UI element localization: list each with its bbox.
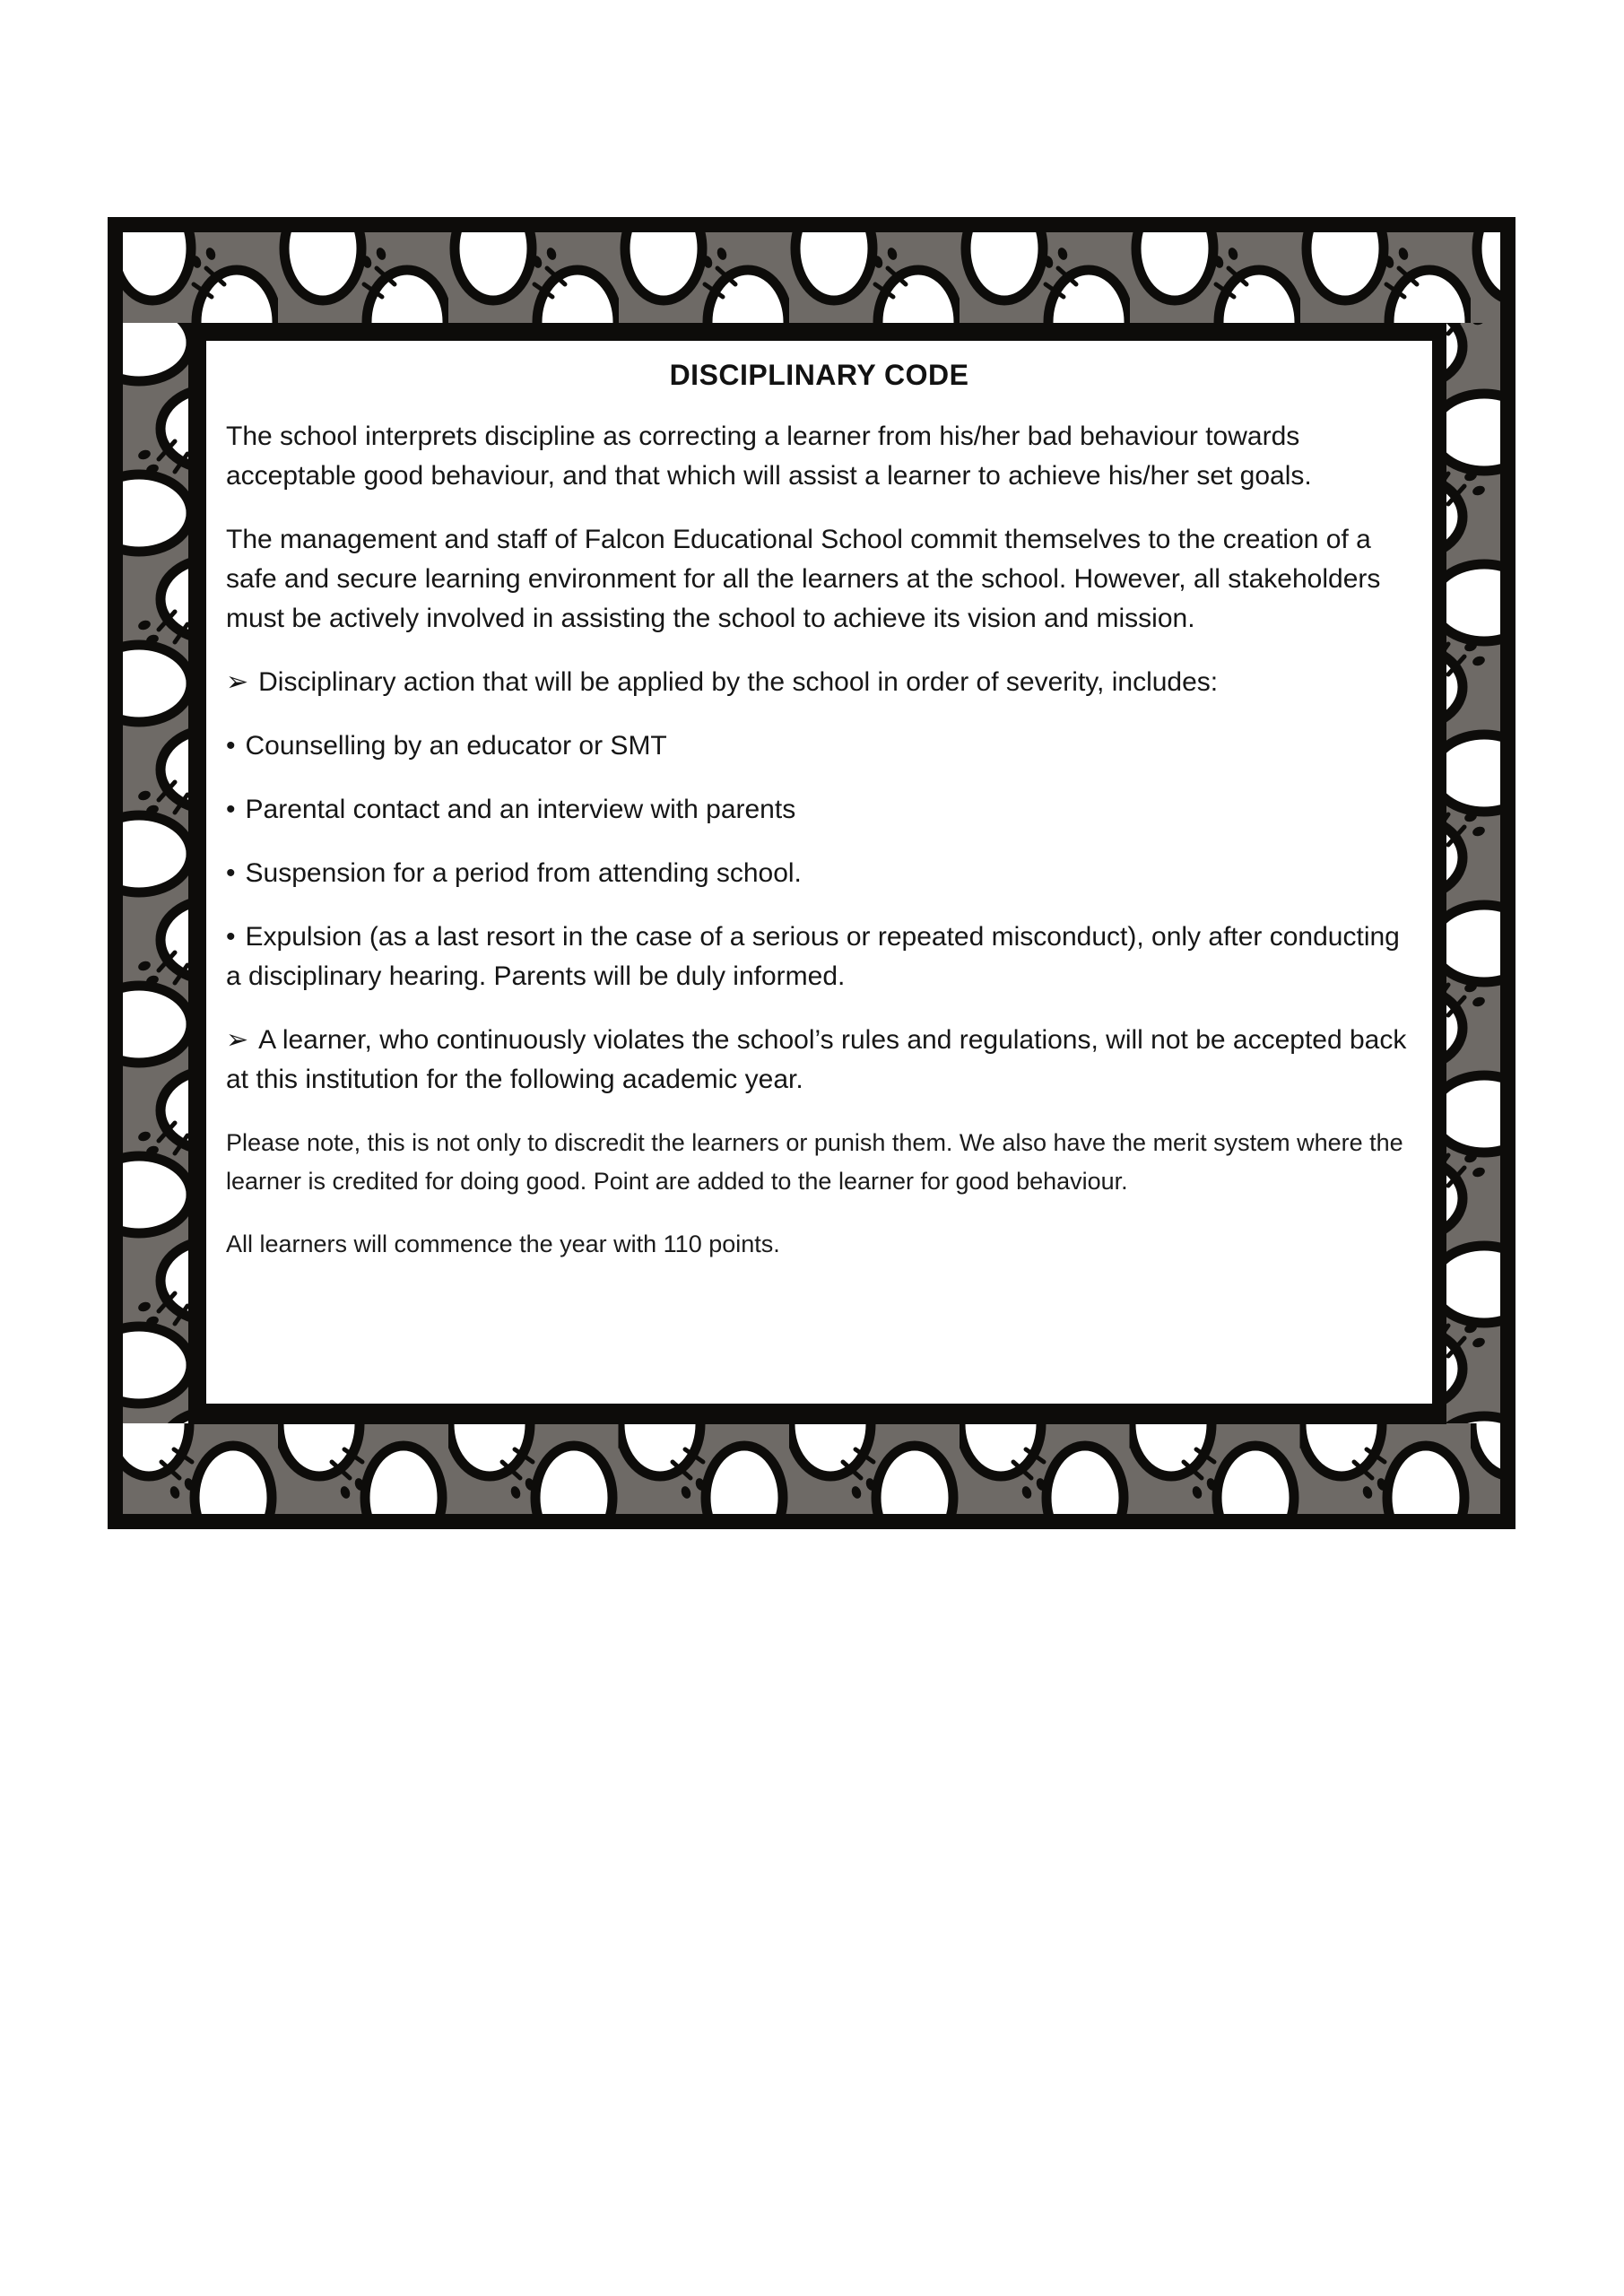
right-pattern-band — [1446, 232, 1500, 1514]
paragraph-text: Expulsion (as a last resort in the case of a serious or repeated misconduct), only after conducting a disciplinary hearing. Parents will be duly informed. — [226, 922, 1400, 991]
top-pattern-band — [123, 232, 1500, 323]
bullet-item-parental-contact — [226, 790, 1412, 830]
paragraph-text: A learner, who continuously violates the school’s rules and regulations, will not be accepted back at this institution for the following academic year. — [226, 1025, 1407, 1094]
left-pattern-band — [123, 232, 188, 1514]
bullet-icon: • — [226, 795, 236, 824]
note-merit-system — [226, 1124, 1412, 1201]
paragraph-text: The school interprets discipline as correcting a learner from his/her bad behaviour towards acceptable good behaviour, and that which will assist a learner to achieve his/her set goals. — [226, 422, 1312, 491]
note-starting-points — [226, 1225, 1412, 1264]
disciplinary-code-panel — [206, 341, 1432, 1404]
page-title: DISCIPLINARY CODE — [669, 359, 969, 391]
bullet-item-suspension — [226, 854, 1412, 893]
arrow-item-repeat-violations — [226, 1021, 1412, 1100]
bullet-icon: • — [226, 858, 236, 888]
paragraph-intro — [226, 417, 1412, 496]
arrow-icon: ➢ — [226, 1025, 249, 1055]
paragraph-text: Suspension for a period from attending school. — [245, 858, 802, 888]
bullet-icon: • — [226, 731, 236, 761]
paragraph-text: Parental contact and an interview with parents — [245, 795, 796, 824]
arrow-item-disciplinary-action — [226, 663, 1412, 702]
paragraph-text: All learners will commence the year with 110 points. — [226, 1231, 780, 1257]
bullet-item-expulsion — [226, 918, 1412, 996]
paragraph-text: Please note, this is not only to discredit the learners or punish them. We also have the merit system where the learner is credited for doing good. Point are added to the learner for good behaviour. — [226, 1129, 1403, 1195]
paragraph-text: Counselling by an educator or SMT — [245, 731, 667, 761]
paragraph-commitment — [226, 520, 1412, 639]
paragraph-text: The management and staff of Falcon Educational School commit themselves to the creation of a safe and secure learning environment for all the learners at the school. However, all stakeholders must be actively involved in assisting the school to achieve its vision and mission. — [226, 525, 1381, 633]
bottom-pattern-band — [123, 1423, 1500, 1514]
paragraph-text: Disciplinary action that will be applied by the school in order of severity, includes: — [258, 667, 1219, 697]
bullet-icon: • — [226, 922, 236, 952]
bullet-item-counselling — [226, 726, 1412, 766]
arrow-icon: ➢ — [226, 667, 249, 697]
